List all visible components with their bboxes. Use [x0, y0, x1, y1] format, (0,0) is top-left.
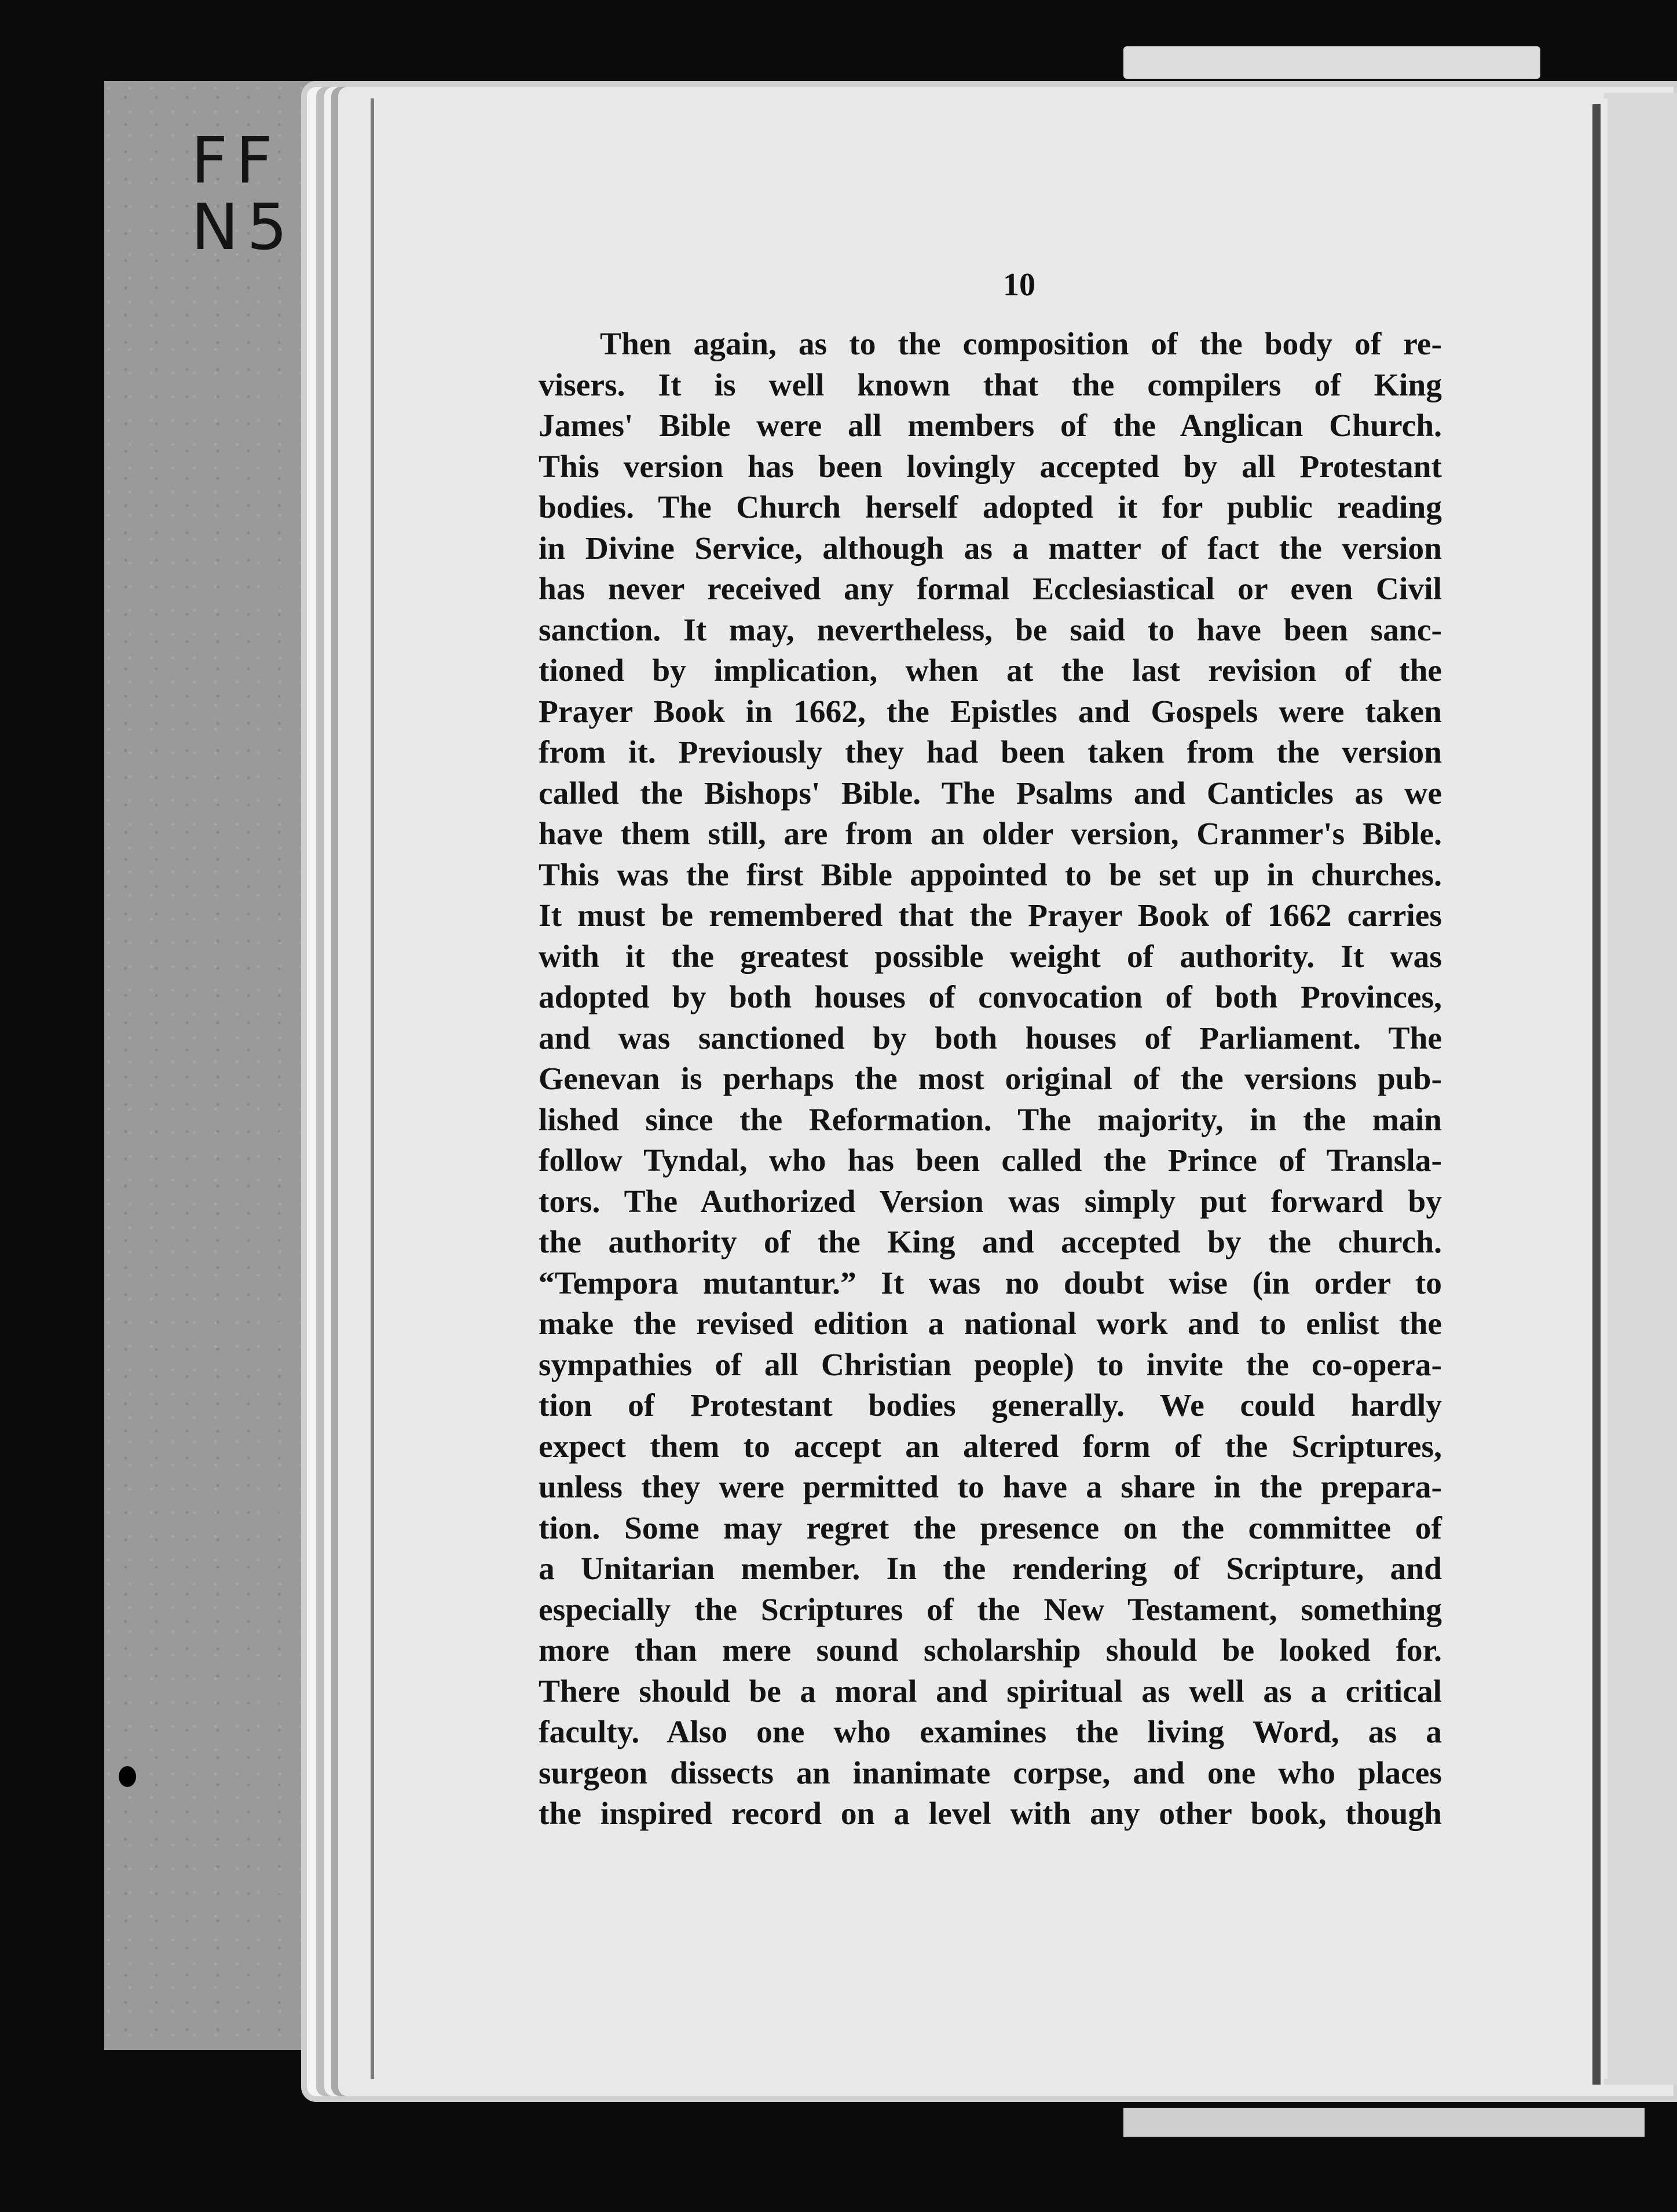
handwritten-margin-note: FF N5	[191, 123, 296, 264]
text-line: have them still, are from an older version, Cranmer's Bible.	[539, 816, 1442, 852]
text-line: lished since the Reformation. The majority, in the main	[539, 1102, 1442, 1138]
text-line: “Tempora mutantur.” It was no doubt wise (in order to	[539, 1265, 1442, 1301]
text-line: the authority of the King and accepted by the church.	[539, 1225, 1442, 1260]
text-line: tion of Protestant bodies generally. We could hardly	[539, 1388, 1442, 1423]
text-line: tioned by implication, when at the last revision of the	[539, 653, 1442, 688]
text-line: expect them to accept an altered form of the Scriptures,	[539, 1429, 1442, 1464]
text-line: James' Bible were all members of the Anglican Church.	[539, 408, 1442, 444]
body-text	[539, 324, 1442, 1835]
text-line: with it the greatest possible weight of authority. It was	[539, 939, 1442, 975]
page-edge-bottom	[1123, 2108, 1645, 2137]
text-line: faculty. Also one who examines the living Word, as a	[539, 1715, 1442, 1750]
page-edge-top	[1123, 46, 1540, 79]
text-line: It must be remembered that the Prayer Book of 1662 carries	[539, 898, 1442, 933]
text-line: tors. The Authorized Version was simply put forward by	[539, 1184, 1442, 1219]
text-line: the inspired record on a level with any other book, though	[539, 1796, 1442, 1832]
text-line: make the revised edition a national work and to enlist the	[539, 1306, 1442, 1342]
ink-spot	[119, 1766, 136, 1787]
text-line: visers. It is well known that the compilers of King	[539, 367, 1442, 403]
facing-page-edge	[1604, 93, 1677, 2085]
text-line: and was sanctioned by both houses of Parliament. The	[539, 1020, 1442, 1056]
text-line: This version has been lovingly accepted by all Protestant	[539, 449, 1442, 485]
text-line: adopted by both houses of convocation of both Provinces,	[539, 980, 1442, 1015]
text-line: unless they were permitted to have a share in the prepara-	[539, 1470, 1442, 1505]
text-line: called the Bishops' Bible. The Psalms and Canticles as we	[539, 775, 1442, 811]
text-line: sanction. It may, nevertheless, be said to have been sanc-	[539, 612, 1442, 648]
text-line: sympathies of all Christian people) to invite the co-opera-	[539, 1347, 1442, 1383]
text-line: Prayer Book in 1662, the Epistles and Gospels were taken	[539, 694, 1442, 730]
gutter-shadow	[1592, 104, 1601, 2085]
text-line: more than mere sound scholarship should be looked for.	[539, 1633, 1442, 1668]
text-line: has never received any formal Ecclesiastical or even Civil	[539, 572, 1442, 607]
text-line: from it. Previously they had been taken from the version	[539, 735, 1442, 770]
text-line: tion. Some may regret the presence on the committee of	[539, 1510, 1442, 1546]
text-line: This was the first Bible appointed to be set up in churches.	[539, 857, 1442, 893]
text-line: bodies. The Church herself adopted it for public reading	[539, 490, 1442, 525]
text-line: surgeon dissects an inanimate corpse, and one who places	[539, 1755, 1442, 1791]
page-number: 10	[1003, 267, 1035, 303]
text-line: in Divine Service, although as a matter of fact the version	[539, 530, 1442, 566]
text-line: especially the Scriptures of the New Testament, something	[539, 1592, 1442, 1628]
text-line: follow Tyndal, who has been called the Prince of Transla-	[539, 1143, 1442, 1178]
text-line: Genevan is perhaps the most original of the versions pub-	[539, 1061, 1442, 1097]
text-line: There should be a moral and spiritual as well as a critical	[539, 1673, 1442, 1709]
text-line: a Unitarian member. In the rendering of Scripture, and	[539, 1551, 1442, 1587]
text-line: Then again, as to the composition of the body of re-	[600, 327, 1442, 362]
